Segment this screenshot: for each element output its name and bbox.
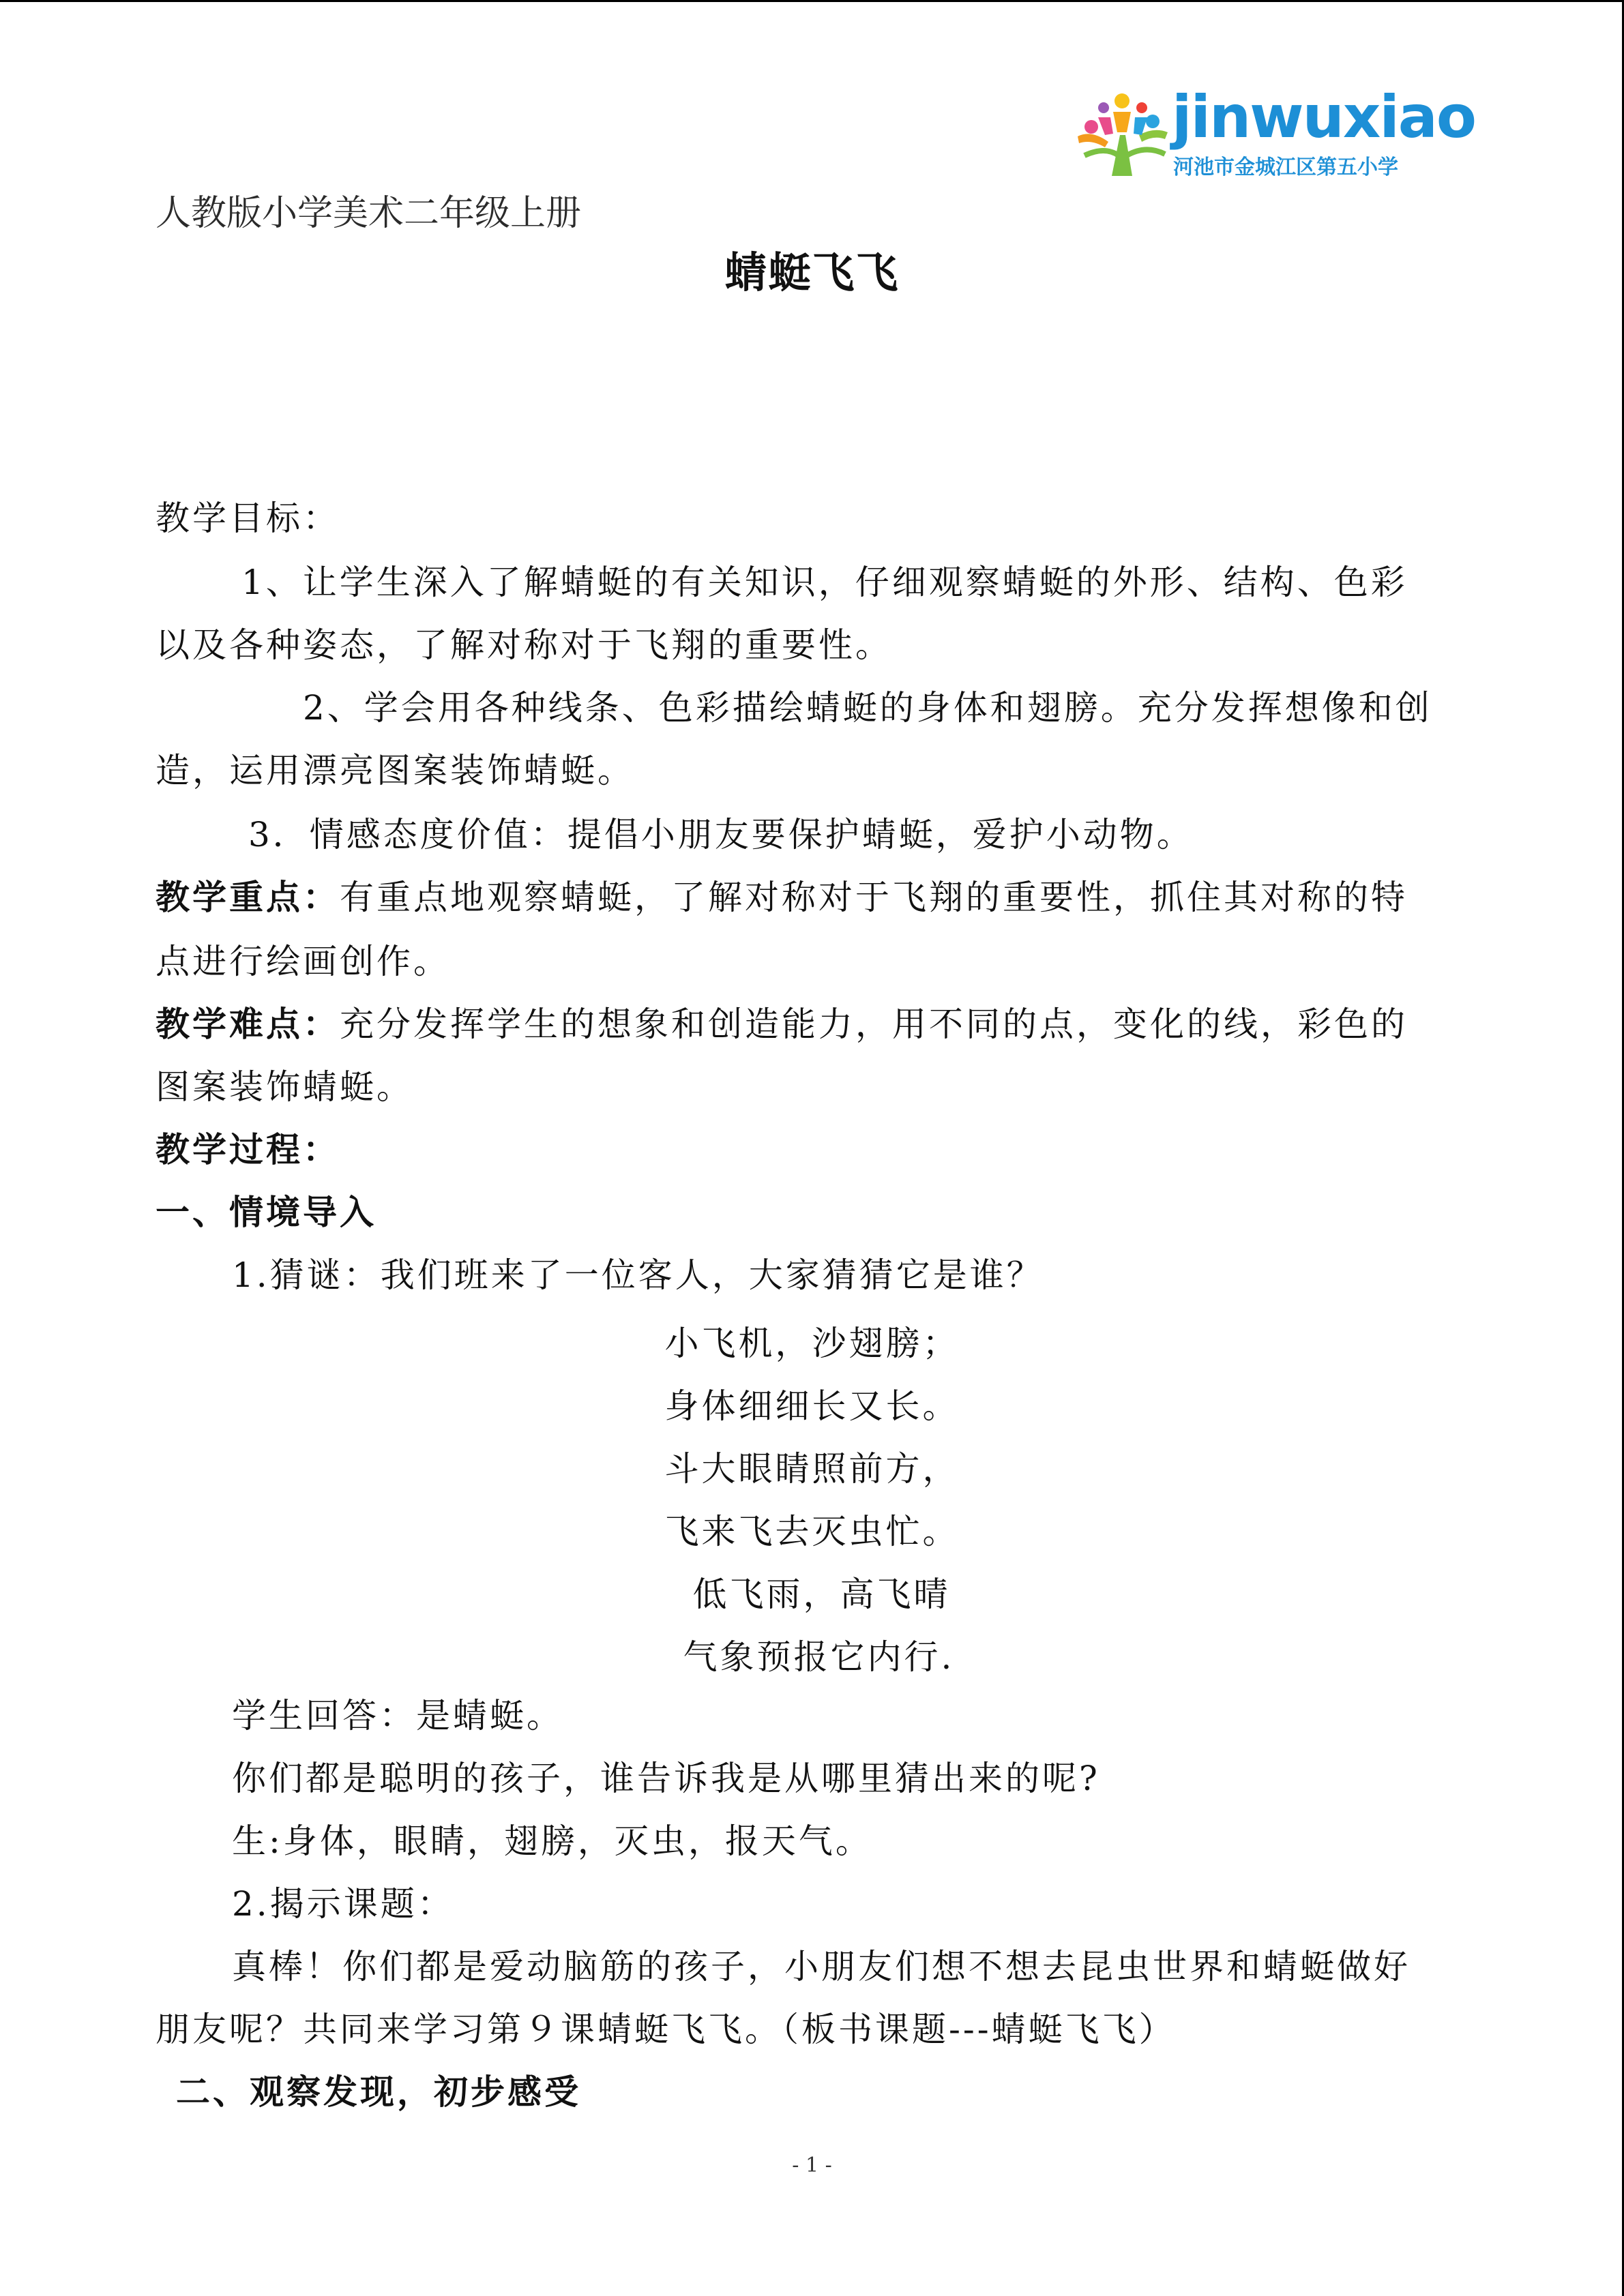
objectives-heading: 教学目标： bbox=[156, 498, 340, 538]
school-logo bbox=[1071, 83, 1475, 183]
difficulties-label: 教学难点： bbox=[156, 1004, 340, 1044]
reveal-topic: 2.揭示课题： bbox=[232, 1884, 454, 1924]
process-heading: 教学过程： bbox=[156, 1129, 340, 1169]
riddle-intro: 1.猜谜：我们班来了一位客人，大家猜猜它是谁？ bbox=[232, 1255, 1044, 1295]
difficulties-line2: 图案装饰蜻蜓。 bbox=[156, 1067, 413, 1107]
teacher-question: 你们都是聪明的孩子，谁告诉我是从哪里猜出来的呢? bbox=[232, 1759, 1100, 1798]
objective-2-line2: 造，运用漂亮图案装饰蜻蜓。 bbox=[156, 751, 634, 790]
key-points-text: 有重点地观察蜻蜓，了解对称对于飞翔的重要性，抓住其对称的特 bbox=[340, 878, 1408, 917]
riddle-line: 小飞机，沙翅膀； bbox=[664, 1324, 960, 1363]
student-response: 生:身体，眼睛，翅膀，灭虫，报天气。 bbox=[232, 1821, 872, 1861]
objective-2-line1: 2、学会用各种线条、色彩描绘蜻蜓的身体和翅膀。充分发挥想像和创 bbox=[303, 688, 1432, 728]
objective-3: 3．情感态度价值：提倡小朋友要保护蜻蜓，爱护小动物。 bbox=[248, 815, 1194, 854]
logo-wordmark: jinwuxiao bbox=[1172, 83, 1475, 151]
textbook-label: 人教版小学美术二年级上册 bbox=[156, 193, 582, 234]
page-number: - 1 - bbox=[792, 2153, 832, 2177]
praise-line1: 真棒！你们都是爱动脑筋的孩子，小朋友们想不想去昆虫世界和蜻蜓做好 bbox=[232, 1947, 1411, 1986]
riddle-line: 飞来飞去灭虫忙。 bbox=[664, 1512, 960, 1551]
objective-1-line1: 1、让学生深入了解蜻蜓的有关知识，仔细观察蜻蜓的外形、结构、色彩 bbox=[241, 563, 1408, 602]
key-points-line1 bbox=[156, 876, 1408, 919]
key-points-label: 教学重点： bbox=[156, 877, 340, 917]
tree-people-icon bbox=[1071, 87, 1173, 183]
page-title: 蜻蜓飞飞 bbox=[724, 248, 900, 297]
logo-school-name: 河池市金城江区第五小学 bbox=[1173, 155, 1398, 179]
objective-1-line2: 以及各种姿态，了解对称对于飞翔的重要性。 bbox=[156, 625, 892, 665]
section-1-heading: 一、情境导入 bbox=[156, 1192, 377, 1232]
riddle-line: 身体细细长又长。 bbox=[664, 1386, 960, 1426]
praise-line2: 朋友呢？共同来学习第９课蜻蜓飞飞。（板书课题---蜻蜓飞飞） bbox=[156, 2010, 1176, 2049]
student-answer: 学生回答：是蜻蜓。 bbox=[232, 1696, 563, 1735]
riddle-line: 气象预报它内行. bbox=[683, 1637, 955, 1677]
section-2-heading: 二、观察发现，初步感受 bbox=[176, 2072, 581, 2112]
difficulties-text: 充分发挥学生的想象和创造能力，用不同的点，变化的线，彩色的 bbox=[340, 1004, 1408, 1044]
riddle-line: 低飞雨，高飞晴 bbox=[692, 1575, 951, 1614]
difficulties-line1 bbox=[156, 1002, 1408, 1046]
key-points-line2: 点进行绘画创作。 bbox=[156, 942, 450, 981]
riddle-line: 斗大眼睛照前方， bbox=[664, 1449, 960, 1489]
